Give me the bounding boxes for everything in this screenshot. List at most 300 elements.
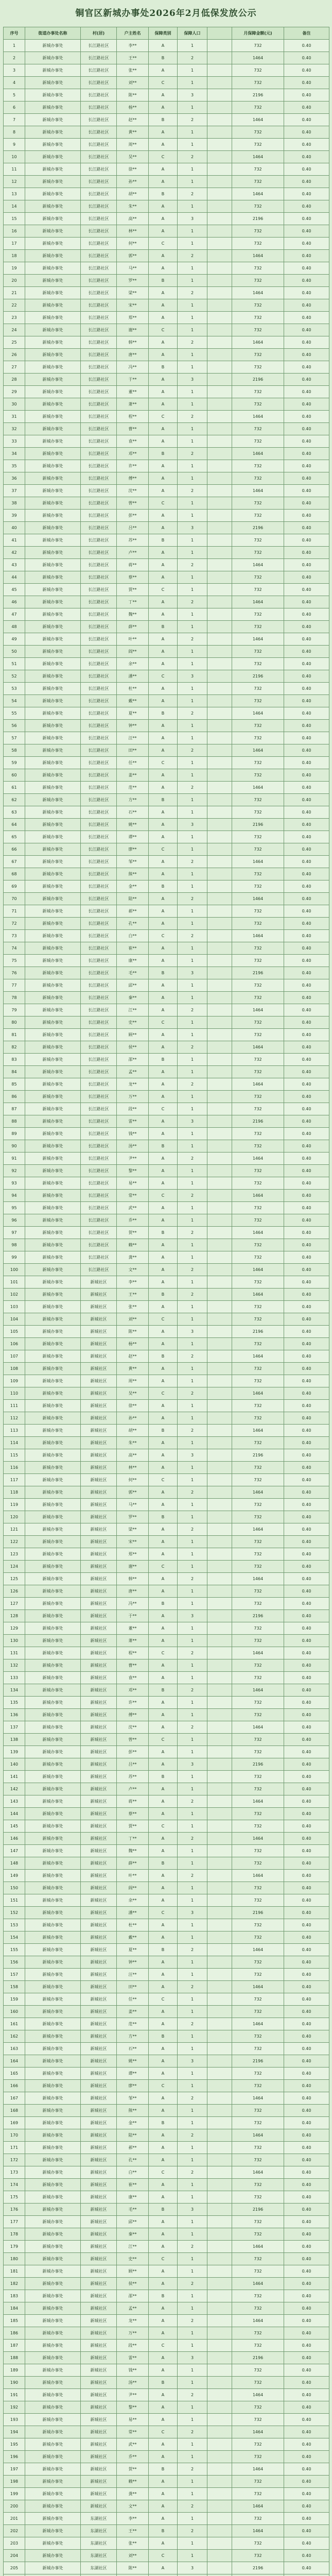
cell-index: 76: [4, 967, 25, 979]
cell-population: 1: [178, 2228, 207, 2241]
cell-office: 新城办事处: [25, 1944, 81, 1956]
cell-office: 新城办事处: [25, 2030, 81, 2043]
cell-population: 2: [178, 707, 207, 720]
cell-index: 150: [4, 1882, 25, 1894]
cell-category: A: [149, 633, 178, 646]
cell-blank: [207, 1227, 232, 1239]
cell-index: 155: [4, 1944, 25, 1956]
cell-community: 长江路社区: [81, 460, 117, 472]
cell-population: 1: [178, 1338, 207, 1350]
cell-blank: [207, 1659, 232, 1672]
cell-category: C: [149, 584, 178, 596]
cell-index: 83: [4, 1054, 25, 1066]
table-row: [4, 114, 329, 126]
cell-amount: 732: [232, 732, 284, 744]
cell-amount: 1464: [232, 1227, 284, 1239]
table-row: [4, 1276, 329, 1289]
cell-population: 2: [178, 1573, 207, 1585]
cell-blank: [207, 843, 232, 856]
cell-index: 3: [4, 64, 25, 77]
cell-blank: [207, 1103, 232, 1115]
cell-remark: 0.40: [284, 2228, 329, 2241]
cell-category: A: [149, 398, 178, 411]
cell-office: 新城办事处: [25, 621, 81, 633]
cell-amount: 732: [232, 423, 284, 435]
cell-householder: 许**: [117, 1697, 149, 1709]
cell-community: 新城社区: [81, 2389, 117, 2401]
cell-office: 新城办事处: [25, 1857, 81, 1870]
cell-householder: 姜**: [117, 769, 149, 782]
cell-population: 1: [178, 1400, 207, 1412]
cell-remark: 0.40: [284, 880, 329, 893]
table-row: [4, 1523, 329, 1536]
cell-blank: [207, 2179, 232, 2191]
cell-category: A: [149, 683, 178, 695]
cell-community: 新城社区: [81, 1585, 117, 1598]
cell-index: 6: [4, 101, 25, 114]
cell-householder: 郝**: [117, 905, 149, 918]
cell-category: A: [149, 1956, 178, 1969]
cell-blank: [207, 559, 232, 571]
cell-office: 新城办事处: [25, 2080, 81, 2092]
table-row: [4, 2377, 329, 2389]
cell-community: 长江路社区: [81, 1054, 117, 1066]
cell-remark: 0.40: [284, 40, 329, 52]
cell-householder: 陆**: [117, 893, 149, 905]
cell-blank: [207, 769, 232, 782]
cell-office: 新城办事处: [25, 1462, 81, 1474]
cell-remark: 0.40: [284, 2278, 329, 2290]
cell-population: 1: [178, 1103, 207, 1115]
cell-householder: 林**: [117, 225, 149, 238]
table-row: [4, 77, 329, 89]
cell-amount: 732: [232, 1202, 284, 1214]
cell-remark: 0.40: [284, 472, 329, 485]
cell-blank: [207, 979, 232, 992]
cell-remark: 0.40: [284, 633, 329, 646]
cell-index: 59: [4, 757, 25, 769]
cell-householder: 邵**: [117, 1054, 149, 1066]
cell-office: 新城办事处: [25, 856, 81, 868]
cell-blank: [207, 262, 232, 275]
cell-blank: [207, 1499, 232, 1511]
cell-population: 1: [178, 571, 207, 584]
cell-office: 新城办事处: [25, 1165, 81, 1177]
cell-category: C: [149, 77, 178, 89]
cell-householder: 段**: [117, 1103, 149, 1115]
cell-remark: 0.40: [284, 1734, 329, 1746]
cell-community: 新城社区: [81, 2463, 117, 2476]
cell-community: 新城社区: [81, 1375, 117, 1387]
cell-office: 新城办事处: [25, 806, 81, 819]
cell-office: 新城办事处: [25, 547, 81, 559]
cell-blank: [207, 176, 232, 188]
cell-community: 长江路社区: [81, 101, 117, 114]
cell-index: 116: [4, 1462, 25, 1474]
cell-category: A: [149, 2389, 178, 2401]
cell-office: 新城办事处: [25, 658, 81, 670]
cell-amount: 1464: [232, 1833, 284, 1845]
cell-index: 4: [4, 77, 25, 89]
cell-community: 长江路社区: [81, 435, 117, 448]
table-row: [4, 411, 329, 423]
cell-amount: 1464: [232, 188, 284, 200]
cell-office: 新城办事处: [25, 930, 81, 942]
cell-category: A: [149, 1870, 178, 1882]
cell-blank: [207, 1882, 232, 1894]
cell-blank: [207, 2500, 232, 2513]
cell-population: 1: [178, 1993, 207, 2006]
cell-community: 长江路社区: [81, 868, 117, 880]
cell-index: 5: [4, 89, 25, 101]
table-row: [4, 2228, 329, 2241]
cell-amount: 732: [232, 794, 284, 806]
cell-category: A: [149, 2451, 178, 2463]
cell-remark: 0.40: [284, 1635, 329, 1647]
cell-category: A: [149, 992, 178, 1004]
table-row: [4, 1041, 329, 1054]
cell-category: A: [149, 101, 178, 114]
cell-community: 长江路社区: [81, 151, 117, 163]
table-row: [4, 806, 329, 819]
table-row: [4, 1622, 329, 1635]
cell-householder: 邓**: [117, 448, 149, 460]
cell-remark: 0.40: [284, 670, 329, 683]
cell-office: 新城办事处: [25, 2550, 81, 2562]
cell-population: 1: [178, 547, 207, 559]
table-row: [4, 2525, 329, 2537]
cell-blank: [207, 2105, 232, 2117]
cell-amount: 732: [232, 2265, 284, 2278]
cell-amount: 2196: [232, 374, 284, 386]
cell-remark: 0.40: [284, 683, 329, 695]
cell-remark: 0.40: [284, 732, 329, 744]
cell-category: A: [149, 2018, 178, 2030]
cell-blank: [207, 1239, 232, 1251]
table-row: [4, 2476, 329, 2488]
cell-index: 173: [4, 2166, 25, 2179]
cell-blank: [207, 510, 232, 522]
table-row: [4, 2278, 329, 2290]
cell-index: 137: [4, 1721, 25, 1734]
cell-community: 长江路社区: [81, 52, 117, 64]
cell-blank: [207, 1931, 232, 1944]
cell-amount: 732: [232, 1659, 284, 1672]
cell-community: 长江路社区: [81, 77, 117, 89]
cell-community: 新城社区: [81, 1907, 117, 1919]
cell-remark: 0.40: [284, 2302, 329, 2315]
cell-population: 1: [178, 2550, 207, 2562]
cell-amount: 732: [232, 398, 284, 411]
cell-blank: [207, 992, 232, 1004]
cell-category: A: [149, 2476, 178, 2488]
cell-amount: 1464: [232, 1078, 284, 1091]
cell-amount: 732: [232, 64, 284, 77]
cell-blank: [207, 646, 232, 658]
cell-population: 2: [178, 2092, 207, 2105]
cell-community: 长江路社区: [81, 621, 117, 633]
table-row: [4, 2537, 329, 2550]
cell-office: 新城办事处: [25, 2377, 81, 2389]
cell-blank: [207, 1363, 232, 1375]
cell-index: 58: [4, 744, 25, 757]
cell-remark: 0.40: [284, 1499, 329, 1511]
cell-community: 长江路社区: [81, 1251, 117, 1264]
cell-community: 长江路社区: [81, 398, 117, 411]
cell-category: A: [149, 1697, 178, 1709]
cell-office: 新城办事处: [25, 967, 81, 979]
table-row: [4, 2500, 329, 2513]
cell-index: 91: [4, 1153, 25, 1165]
cell-amount: 732: [232, 1462, 284, 1474]
table-row: [4, 893, 329, 905]
cell-householder: 田**: [117, 1981, 149, 1993]
cell-office: 新城办事处: [25, 1758, 81, 1771]
cell-category: C: [149, 324, 178, 336]
cell-blank: [207, 250, 232, 262]
cell-office: 新城办事处: [25, 1227, 81, 1239]
cell-remark: 0.40: [284, 2191, 329, 2204]
cell-amount: 732: [232, 349, 284, 361]
cell-community: 长江路社区: [81, 584, 117, 596]
cell-category: A: [149, 955, 178, 967]
cell-category: A: [149, 485, 178, 497]
table-row: [4, 374, 329, 386]
cell-population: 1: [178, 584, 207, 596]
cell-index: 45: [4, 584, 25, 596]
cell-community: 长江路社区: [81, 670, 117, 683]
cell-remark: 0.40: [284, 1870, 329, 1882]
cell-remark: 0.40: [284, 1956, 329, 1969]
cell-remark: 0.40: [284, 238, 329, 250]
cell-remark: 0.40: [284, 287, 329, 299]
cell-index: 108: [4, 1363, 25, 1375]
cell-remark: 0.40: [284, 695, 329, 707]
cell-blank: [207, 200, 232, 213]
cell-population: 1: [178, 695, 207, 707]
table-row: [4, 139, 329, 151]
cell-office: 新城办事处: [25, 2253, 81, 2265]
cell-population: 1: [178, 1956, 207, 1969]
cell-community: 新城社区: [81, 1857, 117, 1870]
cell-category: A: [149, 1622, 178, 1635]
table-row: [4, 757, 329, 769]
cell-community: 长江路社区: [81, 1190, 117, 1202]
cell-index: 142: [4, 1783, 25, 1795]
cell-category: A: [149, 1375, 178, 1387]
cell-category: C: [149, 757, 178, 769]
cell-amount: 1464: [232, 448, 284, 460]
cell-category: A: [149, 596, 178, 608]
cell-blank: [207, 1536, 232, 1548]
table-row: [4, 744, 329, 757]
cell-householder: 孔**: [117, 2154, 149, 2166]
cell-householder: 苏**: [117, 534, 149, 547]
cell-blank: [207, 571, 232, 584]
cell-population: 2: [178, 1944, 207, 1956]
cell-office: 新城办事处: [25, 1264, 81, 1276]
cell-community: 新城社区: [81, 2265, 117, 2278]
cell-remark: 0.40: [284, 1412, 329, 1425]
cell-office: 新城办事处: [25, 880, 81, 893]
cell-office: 新城办事处: [25, 720, 81, 732]
cell-blank: [207, 472, 232, 485]
cell-remark: 0.40: [284, 2129, 329, 2142]
cell-office: 新城办事处: [25, 398, 81, 411]
cell-index: 75: [4, 955, 25, 967]
cell-community: 新城社区: [81, 2166, 117, 2179]
cell-population: 1: [178, 101, 207, 114]
cell-amount: 2196: [232, 1326, 284, 1338]
cell-amount: 732: [232, 1771, 284, 1783]
cell-householder: 邱**: [117, 979, 149, 992]
cell-community: 长江路社区: [81, 1264, 117, 1276]
cell-category: C: [149, 2340, 178, 2352]
cell-population: 1: [178, 1054, 207, 1066]
cell-amount: 732: [232, 1363, 284, 1375]
cell-category: B: [149, 1771, 178, 1783]
cell-community: 新城社区: [81, 2092, 117, 2105]
table-row: [4, 2265, 329, 2278]
cell-index: 96: [4, 1214, 25, 1227]
cell-population: 1: [178, 608, 207, 621]
cell-householder: 郑**: [117, 1548, 149, 1561]
cell-population: 2: [178, 1078, 207, 1091]
cell-community: 新城社区: [81, 1462, 117, 1474]
cell-index: 29: [4, 386, 25, 398]
cell-office: 新城办事处: [25, 163, 81, 176]
cell-index: 169: [4, 2117, 25, 2129]
cell-remark: 0.40: [284, 1993, 329, 2006]
cell-community: 东湖社区: [81, 2525, 117, 2537]
table-row: [4, 151, 329, 163]
cell-community: 长江路社区: [81, 843, 117, 856]
cell-blank: [207, 1894, 232, 1907]
cell-office: 新城办事处: [25, 1771, 81, 1783]
cell-community: 长江路社区: [81, 571, 117, 584]
cell-office: 新城办事处: [25, 386, 81, 398]
cell-office: 新城办事处: [25, 299, 81, 312]
cell-office: 新城办事处: [25, 2401, 81, 2414]
cell-community: 长江路社区: [81, 942, 117, 955]
cell-population: 2: [178, 1190, 207, 1202]
table-row: [4, 695, 329, 707]
cell-office: 新城办事处: [25, 1610, 81, 1622]
cell-blank: [207, 1474, 232, 1486]
cell-index: 18: [4, 250, 25, 262]
cell-index: 56: [4, 720, 25, 732]
cell-population: 1: [178, 1771, 207, 1783]
cell-remark: 0.40: [284, 1523, 329, 1536]
cell-community: 新城社区: [81, 1894, 117, 1907]
cell-remark: 0.40: [284, 769, 329, 782]
cell-amount: 732: [232, 1214, 284, 1227]
cell-category: A: [149, 1128, 178, 1140]
cell-blank: [207, 930, 232, 942]
cell-office: 新城办事处: [25, 2117, 81, 2129]
cell-office: 新城办事处: [25, 1882, 81, 1894]
cell-index: 1: [4, 40, 25, 52]
cell-amount: 732: [232, 2488, 284, 2500]
cell-office: [25, 2574, 81, 2576]
cell-community: 长江路社区: [81, 1004, 117, 1016]
cell-community: 新城社区: [81, 2204, 117, 2216]
cell-office: 新城办事处: [25, 2018, 81, 2030]
cell-office: 新城办事处: [25, 2438, 81, 2451]
cell-amount: 732: [232, 1598, 284, 1610]
cell-population: 1: [178, 1375, 207, 1387]
cell-office: 新城办事处: [25, 1153, 81, 1165]
cell-householder: 贺**: [117, 1227, 149, 1239]
cell-amount: 732: [232, 2179, 284, 2191]
cell-category: A: [149, 2414, 178, 2426]
cell-category: A: [149, 2241, 178, 2253]
cell-category: A: [149, 571, 178, 584]
cell-community: 新城社区: [81, 2117, 117, 2129]
cell-category: A: [149, 744, 178, 757]
cell-householder: 黎**: [117, 1165, 149, 1177]
cell-remark: 0.40: [284, 2290, 329, 2302]
table-row: [4, 435, 329, 448]
cell-community: 长江路社区: [81, 238, 117, 250]
cell-index: 201: [4, 2513, 25, 2525]
cell-blank: [207, 299, 232, 312]
cell-index: 115: [4, 1449, 25, 1462]
cell-remark: 0.40: [284, 2550, 329, 2562]
cell-remark: 0.40: [284, 1919, 329, 1931]
cell-remark: 0.40: [284, 2154, 329, 2166]
table-row: [4, 1709, 329, 1721]
cell-office: 新城办事处: [25, 1523, 81, 1536]
cell-blank: [207, 1486, 232, 1499]
cell-remark: 0.40: [284, 485, 329, 497]
cell-blank: [207, 1029, 232, 1041]
cell-population: 3: [178, 1326, 207, 1338]
cell-blank: [207, 608, 232, 621]
cell-population: 2: [178, 336, 207, 349]
cell-index: 72: [4, 918, 25, 930]
cell-index: 148: [4, 1857, 25, 1870]
cell-index: 172: [4, 2154, 25, 2166]
cell-householder: 刘**: [117, 77, 149, 89]
cell-community: 长江路社区: [81, 707, 117, 720]
cell-householder: 高**: [117, 1449, 149, 1462]
cell-community: 新城社区: [81, 2290, 117, 2302]
cell-remark: 0.40: [284, 1511, 329, 1523]
cell-index: 90: [4, 1140, 25, 1153]
cell-blank: [207, 596, 232, 608]
cell-remark: 0.40: [284, 1907, 329, 1919]
cell-remark: 0.40: [284, 398, 329, 411]
cell-amount: 732: [232, 1437, 284, 1449]
cell-office: 新城办事处: [25, 101, 81, 114]
cell-index: 31: [4, 411, 25, 423]
cell-office: 新城办事处: [25, 139, 81, 151]
table-row: [4, 732, 329, 744]
cell-category: B: [149, 448, 178, 460]
table-row: [4, 2340, 329, 2352]
table-row: [4, 1462, 329, 1474]
cell-population: 1: [178, 1857, 207, 1870]
cell-office: 新城办事处: [25, 1672, 81, 1684]
cell-remark: 0.40: [284, 794, 329, 806]
cell-office: 新城办事处: [25, 1437, 81, 1449]
table-row: [4, 101, 329, 114]
cell-office: 新城办事处: [25, 2228, 81, 2241]
cell-householder: 韩**: [117, 336, 149, 349]
cell-community: 长江路社区: [81, 967, 117, 979]
cell-category: B: [149, 1857, 178, 1870]
